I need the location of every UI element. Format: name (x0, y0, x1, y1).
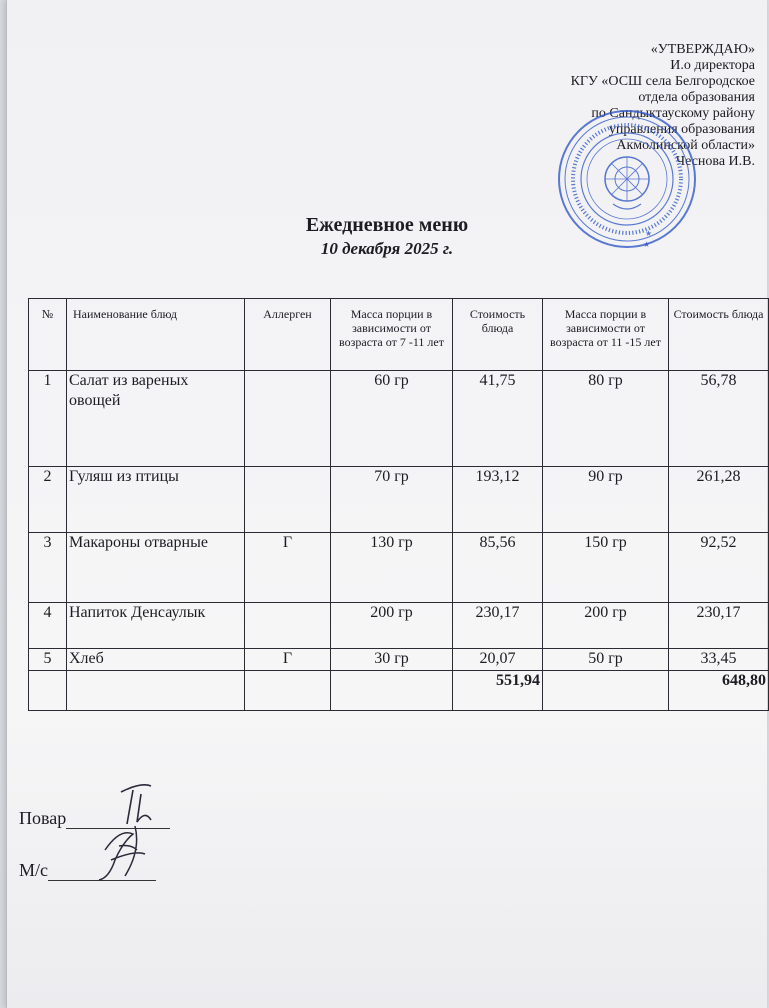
row-mass-old: 80 гр (543, 371, 669, 467)
nurse-label: М/с (19, 860, 48, 880)
header-dish-name: Наименование блюд (67, 299, 245, 371)
row-mass-young: 30 гр (331, 649, 453, 671)
row-allergen (245, 603, 331, 649)
approval-line: КГУ «ОСШ села Белгородское (570, 74, 755, 89)
cook-label: Повар (19, 808, 67, 828)
row-dish-name: Напиток Денсаулык (67, 603, 245, 649)
table-row (29, 649, 769, 671)
totals-row (29, 671, 769, 711)
row-cost-young: 41,75 (453, 371, 543, 467)
total-cost-old: 648,80 (669, 671, 769, 711)
total-cost-young: 551,94 (453, 671, 543, 711)
approval-line: по Сандыктаускому району (591, 106, 755, 121)
row-num: 1 (29, 371, 67, 467)
row-cost-old: 230,17 (669, 603, 769, 649)
row-mass-young: 60 гр (331, 371, 453, 467)
row-allergen: Г (245, 649, 331, 671)
row-dish-name: Хлеб (67, 649, 245, 671)
approval-line: Чеснова И.В. (676, 154, 755, 169)
row-cost-old: 261,28 (669, 467, 769, 533)
nurse-signature (75, 820, 165, 886)
table-row (29, 371, 769, 467)
row-dish-name: Гуляш из птицы (67, 467, 245, 533)
menu-table (28, 298, 769, 711)
document-sheet (6, 0, 767, 1008)
row-num: 5 (29, 649, 67, 671)
row-cost-young: 20,07 (453, 649, 543, 671)
row-cost-young: 230,17 (453, 603, 543, 649)
header-cost-old: Стоимость блюда (669, 299, 769, 371)
row-mass-young: 200 гр (331, 603, 453, 649)
row-mass-old: 200 гр (543, 603, 669, 649)
table-header-row (29, 299, 769, 371)
row-cost-old: 56,78 (669, 371, 769, 467)
row-cost-old: 92,52 (669, 533, 769, 603)
header-mass-young: Масса порции в зависимости от возраста от 7 -11 лет (331, 299, 453, 371)
row-allergen (245, 467, 331, 533)
page-title: Ежедневное меню (305, 214, 469, 236)
row-num: 2 (29, 467, 67, 533)
header-allergen: Аллерген (245, 299, 331, 371)
row-allergen (245, 371, 331, 467)
row-dish-name: Салат из вареных овощей (67, 371, 245, 467)
row-cost-young: 193,12 (453, 467, 543, 533)
row-num: 3 (29, 533, 67, 603)
row-dish-name: Макароны отварные (67, 533, 245, 603)
svg-text:★: ★ (643, 240, 651, 249)
nurse-signature-row (19, 860, 170, 912)
menu-date: 10 декабря 2025 г. (320, 239, 454, 258)
svg-text:★: ★ (645, 229, 653, 238)
row-mass-young: 70 гр (331, 467, 453, 533)
row-mass-old: 90 гр (543, 467, 669, 533)
row-cost-young: 85,56 (453, 533, 543, 603)
approval-line: Акмолинской области» (616, 138, 755, 153)
row-allergen: Г (245, 533, 331, 603)
approval-line: отдела образования (638, 90, 755, 105)
table-row (29, 533, 769, 603)
table-row (29, 467, 769, 533)
header-num: № (29, 299, 67, 371)
signatures-block (19, 808, 170, 912)
menu-title-block (187, 214, 587, 259)
approval-line: управления образования (608, 122, 755, 137)
row-mass-young: 130 гр (331, 533, 453, 603)
header-mass-old: Масса порции в зависимости от возраста от 11 -15 лет (543, 299, 669, 371)
row-mass-old: 150 гр (543, 533, 669, 603)
row-num: 4 (29, 603, 67, 649)
table-row (29, 603, 769, 649)
approval-line: И.о директора (670, 58, 755, 73)
header-cost-young: Стоимость блюда (453, 299, 543, 371)
approval-line: «УТВЕРЖДАЮ» (650, 42, 755, 57)
row-cost-old: 33,45 (669, 649, 769, 671)
row-mass-old: 50 гр (543, 649, 669, 671)
